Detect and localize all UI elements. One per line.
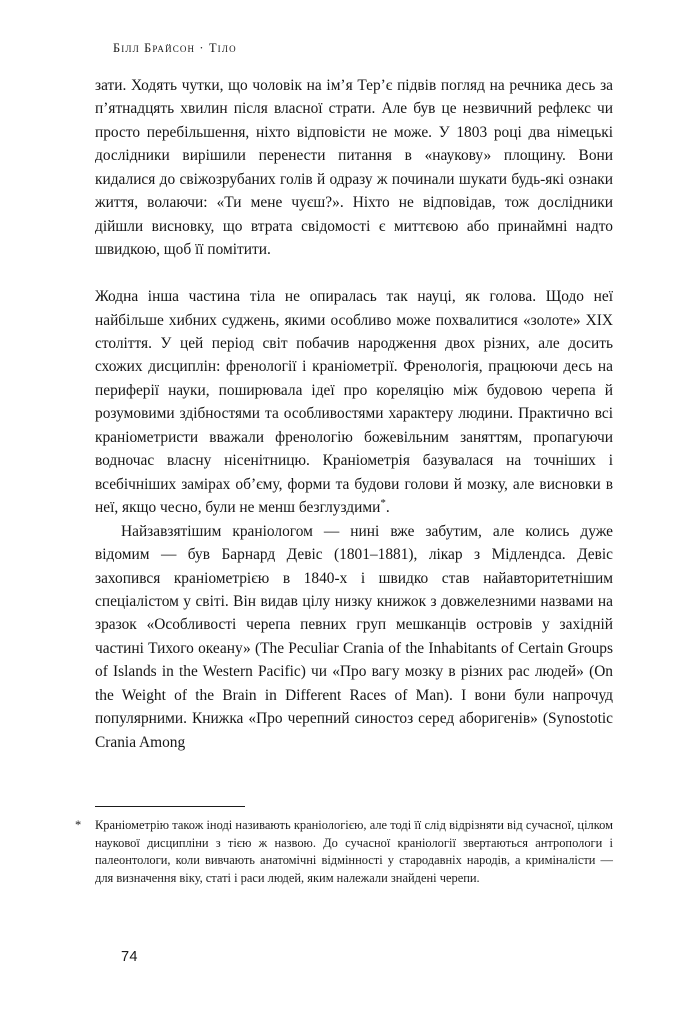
- footnote-separator-rule: [95, 806, 245, 807]
- footnote-reference-marker: *: [380, 497, 386, 510]
- paragraph-1: [95, 74, 613, 262]
- paragraph-3-text: Найзавзятішим краніологом — нині вже забутим, але колись дуже відомим — був Барнард Девіс (1801–1881), лікар з Мідлендса. Девіс захопився краніометрією в 1840-х і швидко став найавторитетнішим спеціалістом у світі. Він видав цілу низку книжок з довжелезними назвами на зразок «Особливості черепа певних груп мешканців островів у західній частині Тихого океану» (The Peculiar Crania of the Inhabitants of Certain Groups of Islands in the Western Pacific) чи «Про вагу мозку в різних рас людей» (On the Weight of the Brain in Different Races of Man). І вони були напрочуд популярними. Книжка «Про черепний синостоз серед аборигенів» (Synostotic Crania Among: [95, 522, 613, 751]
- footnote-inner: [75, 817, 613, 887]
- footnote-text: Краніометрію також іноді називають краніологією, але тоді її слід відрізняти від сучасної, цілком наукової дисципліни з тією ж назвою. До сучасної краніології звертаються антропологи і палеонтологи, коли вивчають анатомічні відмінності у стародавніх народів, а криміналісти — для визначення віку, статі і раси людей, яким належали знайдені черепи.: [95, 818, 613, 885]
- paragraph-1-text: зати. Ходять чутки, що чоловік на ім’я Тер’є підвів погляд на речника десь за п’ятнадцять хвилин після власної страти. Але був це незвичний рефлекс чи просто перебільшення, ніхто відповісти не може. У 1803 році два німецькі дослідники вирішили перенести питання в «наукову» площину. Вони кидалися до свіжозрубаних голів й одразу ж починали шукати будь-які ознаки життя, волаючи: «Ти мене чуєш?». Ніхто не відповідав, тож дослідники дійшли висновку, що втрата свідомості є миттєвою або принаймні надто швидкою, щоб її помітити.: [95, 77, 613, 259]
- page-number: 74: [121, 949, 138, 965]
- paragraph-2-text: Жодна інша частина тіла не опиралась так науці, як голова. Щодо неї найбільше хибних суджень, якими особливо може похвалитися «золоте» XIX століття. У цей період світ побачив народження двох різних, але досить схожих дисциплін: френології і краніометрії. Френологія, працюючи десь на периферії науки, поширювала ідеї про кореляцію між будовою черепа й розумовими здібностями та особливостями характеру людини. Практично всі краніометристи вважали френологію божевільним заняттям, пропагуючи водночас власну нісенітницю. Краніометрія базувалася на точніших і всебічніших замірах об’єму, форми та будови голови й мозку, але висновки в неї, якщо чесно, були не менш безглуздими: [95, 288, 613, 517]
- body-text-block: [95, 74, 613, 754]
- paragraph-3: [95, 520, 613, 755]
- paragraph-2: [95, 285, 613, 520]
- running-head: Білл Брайсон · Тіло: [113, 41, 237, 55]
- paragraph-2-text-tail: .: [385, 499, 390, 517]
- footnote-block: [75, 817, 613, 887]
- footnote-marker: *: [75, 818, 82, 832]
